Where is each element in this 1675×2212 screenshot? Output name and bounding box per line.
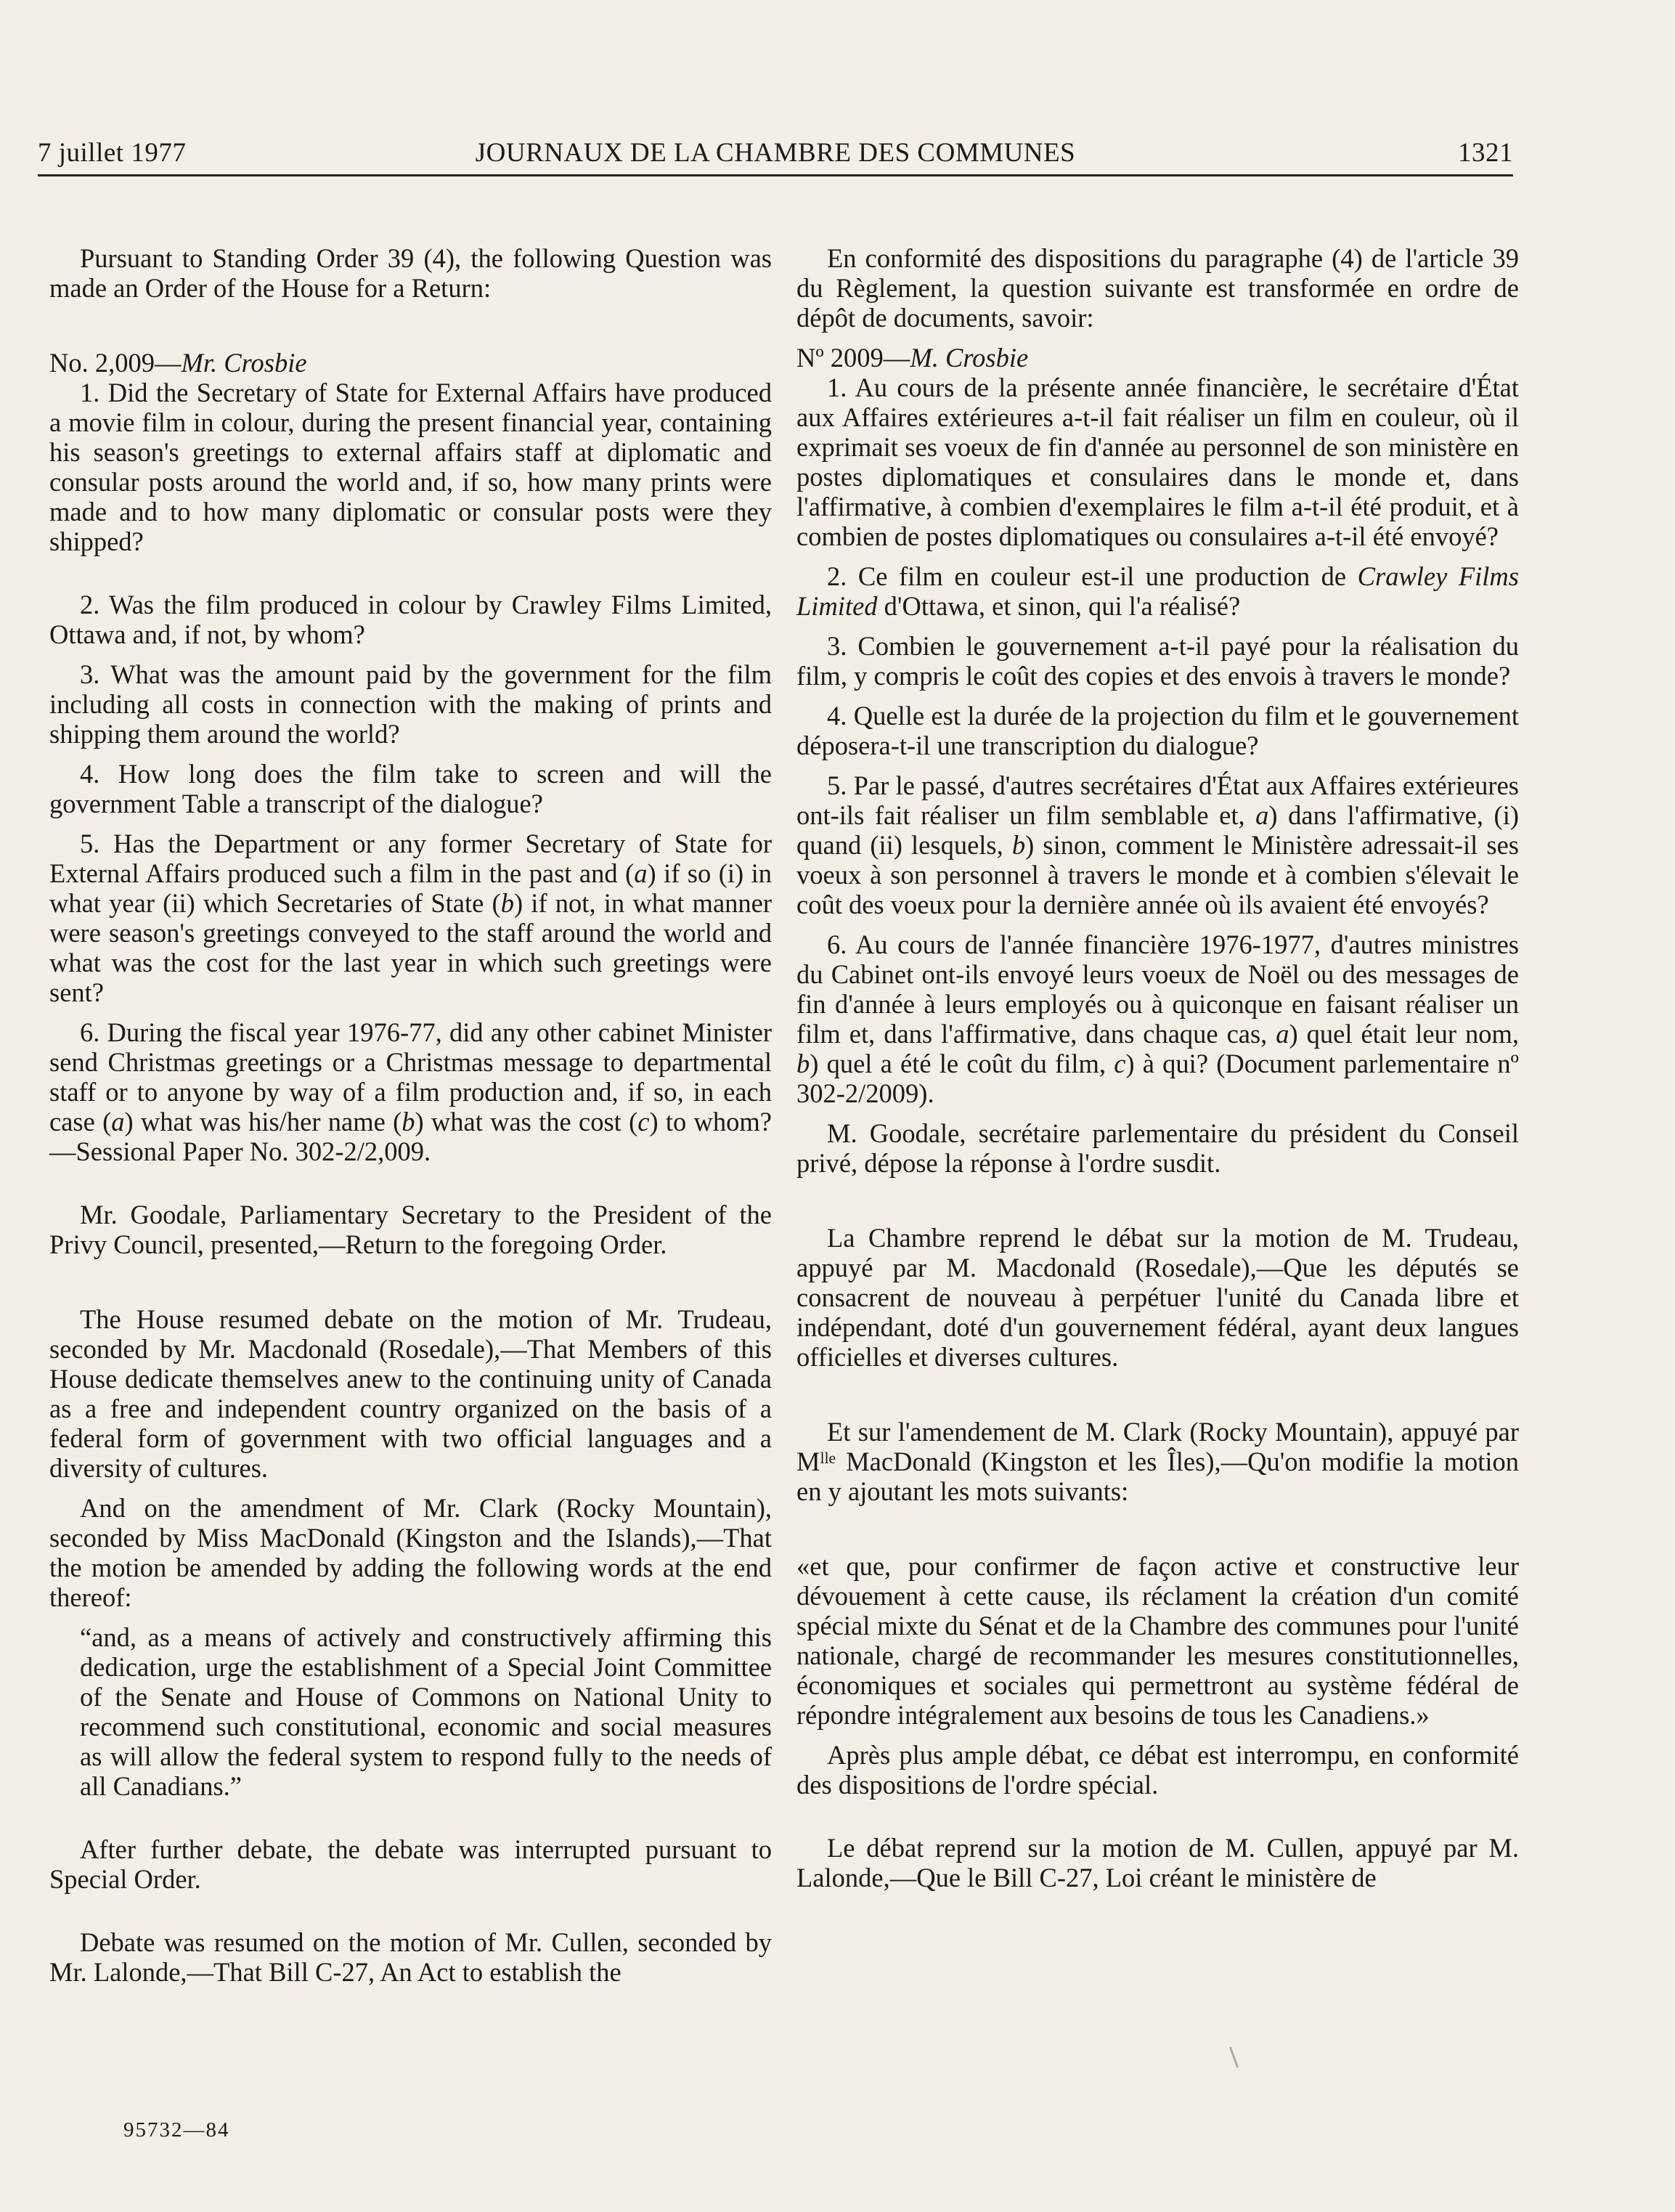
question-3: 3. What was the amount paid by the government for the film including all costs in connection with the making of prints and shipping them around the world? bbox=[49, 659, 772, 749]
french-column bbox=[796, 243, 1519, 1892]
trudeau-motion-fr: La Chambre reprend le débat sur la motion de M. Trudeau, appuyé par M. Macdonald (Rosedale),—Que les députés se consacrent de nouveau à perpétuer l'unité du Canada libre et indépendant, doté d'un gouvernement fédéral, ayant deux langues officielles et diverses cultures. bbox=[796, 1223, 1519, 1372]
cullen-motion-fr: Le débat reprend sur la motion de M. Cullen, appuyé par M. Lalonde,—Que le Bill C-27, Loi créant le ministère de bbox=[796, 1833, 1519, 1892]
english-column bbox=[49, 243, 772, 1987]
question-6: 6. During the fiscal year 1976-77, did any other cabinet Minister send Christmas greetings or a Christmas message to departmental staff or to anyone by way of a film production and, if so, in each case (a) what was his/her name (b) what was the cost (c) to whom?—Sessional Paper No. 302-2/2,009. bbox=[49, 1017, 772, 1166]
debate-interrupted-fr: Après plus ample débat, ce débat est interrompu, en conformité des dispositions de l'ordre spécial. bbox=[796, 1740, 1519, 1800]
amendment-quote: “and, as a means of actively and constructively affirming this dedication, urge the establishment of a Special Joint Committee of the Senate and House of Commons on National Unity to recommend such constitutional, economic and social measures as will allow the federal system to respond fully to the needs of all Canadians.” bbox=[80, 1622, 772, 1801]
question-3-fr: 3. Combien le gouvernement a-t-il payé pour la réalisation du film, y compris le coût des copies et des envois à travers le monde? bbox=[796, 631, 1519, 691]
return-presented-fr: M. Goodale, secrétaire parlementaire du président du Conseil privé, dépose la réponse à l'ordre susdit. bbox=[796, 1118, 1519, 1178]
question-2-fr: 2. Ce film en couleur est-il une production de Crawley Films Limited d'Ottawa, et sinon, qui l'a réalisé? bbox=[796, 561, 1519, 621]
journal-title: JOURNAUX DE LA CHAMBRE DES COMMUNES bbox=[475, 138, 1076, 168]
clark-amendment-fr: Et sur l'amendement de M. Clark (Rocky Mountain), appuyé par Mˡˡᵉ MacDonald (Kingston et les Îles),—Qu'on modifie la motion en y ajoutant les mots suivants: bbox=[796, 1417, 1519, 1506]
cullen-motion: Debate was resumed on the motion of Mr. Cullen, seconded by Mr. Lalonde,—That Bill C-27, An Act to establish the bbox=[49, 1927, 772, 1987]
question-5: 5. Has the Department or any former Secretary of State for External Affairs produced such a film in the past and (a) if so (i) in what year (ii) which Secretaries of State (b) if not, in what manner were season's greetings conveyed to the staff around the world and what was the cost for the last year in which such greetings were sent? bbox=[49, 829, 773, 1007]
standing-order-paragraph-fr: En conformité des dispositions du paragraphe (4) de l'article 39 du Règlement, la question suivante est transformée en ordre de dépôt de documents, savoir: bbox=[796, 243, 1519, 333]
question-4: 4. How long does the film take to screen and will the government Table a transcript of the dialogue? bbox=[49, 759, 772, 818]
question-2: 2. Was the film produced in colour by Crawley Films Limited, Ottawa and, if not, by whom? bbox=[49, 590, 772, 649]
return-presented: Mr. Goodale, Parliamentary Secretary to the President of the Privy Council, presented,—Return to the foregoing Order. bbox=[49, 1200, 772, 1259]
question-reference-fr: Nº 2009—M. Crosbie bbox=[796, 343, 1029, 373]
print-code: 95732—84 bbox=[123, 2118, 230, 2142]
page-number: 1321 bbox=[1458, 138, 1513, 168]
clark-amendment: And on the amendment of Mr. Clark (Rocky Mountain), seconded by Miss MacDonald (Kingston and the Islands),—That the motion be amended by adding the following words at the end thereof: bbox=[49, 1493, 772, 1612]
header-date: 7 juillet 1977 bbox=[38, 138, 187, 168]
question-reference: No. 2,009—Mr. Crosbie bbox=[49, 348, 307, 378]
question-6-fr: 6. Au cours de l'année financière 1976-1977, d'autres ministres du Cabinet ont-ils envoyé leurs voeux de Noël ou des messages de fin d'année à leurs employés ou à quiconque en faisant réaliser un film et, dans l'affirmative, dans chaque cas, a) quel était leur nom, b) quel a été le coût du film, c) à qui? (Document parlementaire nº 302-2/2009). bbox=[796, 930, 1519, 1108]
question-1-fr: 1. Au cours de la présente année financière, le secrétaire d'État aux Affaires extérieures a-t-il fait réaliser un film en couleur, où il exprimait ses voeux de fin d'année au personnel de son ministère en postes diplomatiques et consulaires dans le monde et, dans l'affirmative, à combien d'exemplaires le film a-t-il été produit, et à combien de postes diplomatiques ou consulaires a-t-il été envoyé? bbox=[796, 373, 1519, 551]
page-header bbox=[38, 138, 1513, 176]
trudeau-motion: The House resumed debate on the motion of Mr. Trudeau, seconded by Mr. Macdonald (Rosedale),—That Members of this House dedicate themselves anew to the continuing unity of Canada as a free and independent country organized on the basis of a federal form of government with two official languages and a diversity of cultures. bbox=[49, 1304, 772, 1483]
amendment-quote-fr: «et que, pour confirmer de façon active et constructive leur dévouement à cette cause, ils réclament la création d'un comité spécial mixte du Sénat et de la Chambre des communes pour l'unité nationale, chargé de recommander les mesures constitutionnelles, économiques et sociales qui permettront au système fédéral de répondre intégralement aux besoins de tous les Canadiens.» bbox=[796, 1551, 1519, 1730]
stray-mark bbox=[1229, 2046, 1239, 2067]
debate-interrupted: After further debate, the debate was interrupted pursuant to Special Order. bbox=[49, 1834, 772, 1894]
standing-order-paragraph: Pursuant to Standing Order 39 (4), the following Question was made an Order of the House for a Return: bbox=[49, 243, 772, 303]
question-5-fr: 5. Par le passé, d'autres secrétaires d'État aux Affaires extérieures ont-ils fait réaliser un film semblable et, a) dans l'affirmative, (i) quand (ii) lesquels, b) sinon, comment le Ministère adressait-il ses voeux à son personnel à travers le monde et à combien s'élevait le coût des voeux pour la dernière année où ils avaient été envoyés? bbox=[796, 770, 1520, 919]
question-1: 1. Did the Secretary of State for External Affairs have produced a movie film in colour, during the present financial year, containing his season's greetings to external affairs staff at diplomatic and consular posts around the world and, if so, how many prints were made and to how many diplomatic or consular posts were they shipped? bbox=[49, 378, 772, 556]
question-4-fr: 4. Quelle est la durée de la projection du film et le gouvernement déposera-t-il une transcription du dialogue? bbox=[796, 701, 1519, 760]
